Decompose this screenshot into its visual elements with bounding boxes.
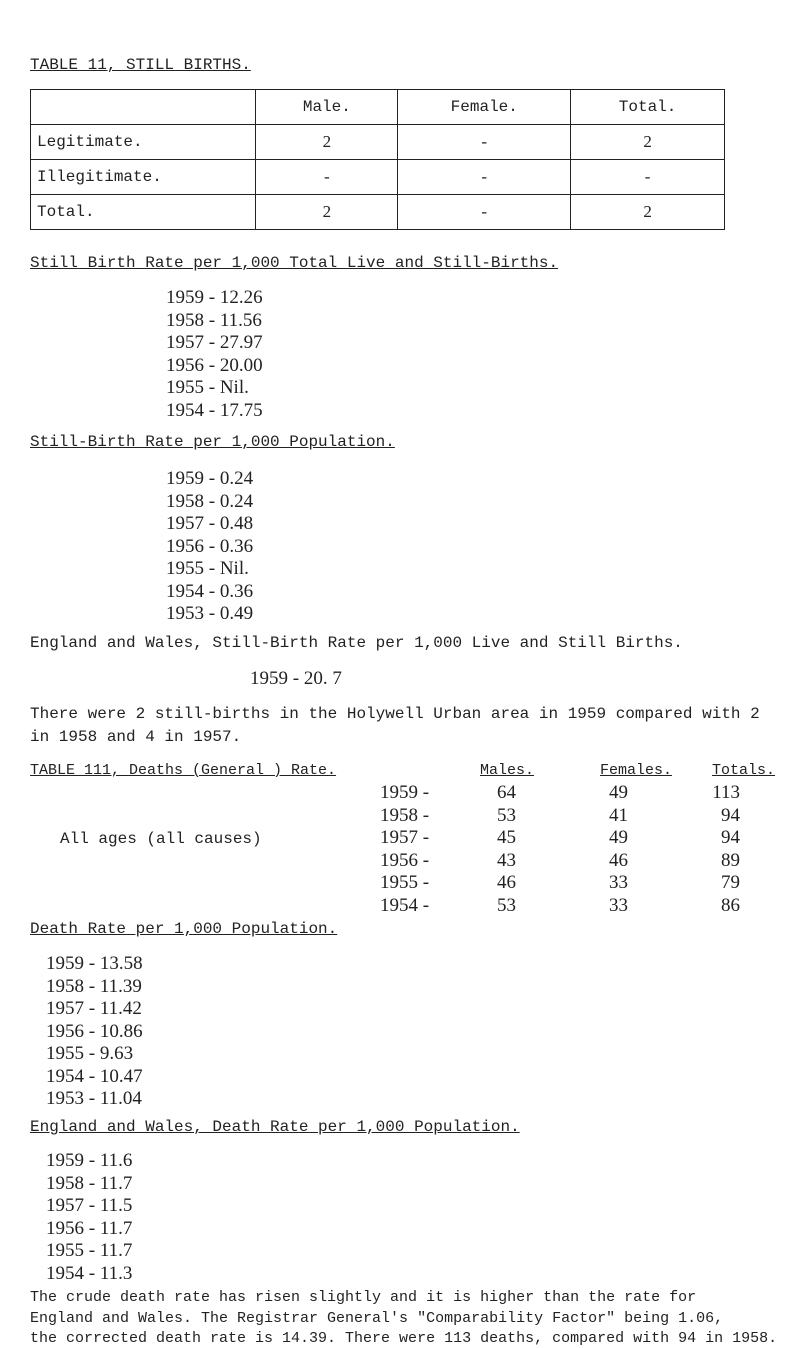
- list-item: 1956 - 0.36: [166, 535, 254, 557]
- paragraph-line: There were 2 still-births in the Holywell Urban area in 1959 compared with 2: [30, 705, 760, 723]
- list-item: 1958 - 11.56: [166, 309, 262, 331]
- stillbirths-table: [30, 89, 725, 230]
- females-cell: 33: [609, 872, 628, 893]
- list-item: 1953 - 0.49: [166, 603, 254, 624]
- cell-female: -: [398, 160, 571, 195]
- table-row: [380, 850, 740, 873]
- row-label: Total.: [31, 195, 256, 230]
- year-cell: 1957 -: [380, 827, 430, 848]
- header-females: Females.: [600, 762, 673, 779]
- header-totals: Totals.: [712, 762, 776, 779]
- list-item: 1957 - 0.48: [166, 513, 254, 534]
- death-rate-heading: Death Rate per 1,000 Population.: [30, 920, 338, 938]
- totals-cell: 94: [721, 804, 740, 826]
- list-item: 1955 - Nil.: [166, 377, 249, 398]
- england-death-heading: England and Wales, Death Rate per 1,000 Population.: [30, 1118, 520, 1136]
- deaths-table: [380, 782, 740, 917]
- stillbirth-rate-list: [166, 287, 263, 422]
- all-ages-label: All ages (all causes): [60, 830, 262, 848]
- table111-title: TABLE 111, Deaths (General ) Rate.: [30, 762, 337, 779]
- totals-cell: 94: [721, 827, 740, 848]
- table-row: [380, 872, 740, 895]
- paragraph-line: in 1958 and 4 in 1957.: [30, 728, 242, 746]
- table-row: [380, 827, 740, 850]
- list-item: 1953 - 11.04: [46, 1088, 142, 1109]
- year-cell: 1955 -: [380, 872, 430, 893]
- list-item: 1957 - 11.5: [46, 1195, 133, 1216]
- males-cell: 46: [497, 872, 516, 893]
- totals-cell: 113: [712, 782, 740, 803]
- cell-total: 2: [571, 125, 725, 160]
- list-item: 1958 - 0.24: [166, 490, 254, 512]
- stillbirth-pop-list: [166, 468, 253, 626]
- year-cell: 1956 -: [380, 849, 430, 871]
- list-item: 1955 - 11.7: [46, 1240, 133, 1261]
- death-rate-list: [46, 953, 143, 1111]
- stillbirth-rate-heading: Still Birth Rate per 1,000 Total Live and Still-Births.: [30, 254, 559, 272]
- list-item: 1959 - 13.58: [46, 953, 143, 974]
- cell-male: 2: [256, 195, 398, 230]
- england-death-list: [46, 1150, 132, 1285]
- header-cell-female: Female.: [398, 90, 571, 125]
- females-cell: 49: [609, 827, 628, 848]
- stillbirth-pop-heading: Still-Birth Rate per 1,000 Population.: [30, 433, 395, 451]
- cell-total: -: [571, 160, 725, 195]
- header-cell-total: Total.: [571, 90, 725, 125]
- males-cell: 53: [497, 804, 516, 826]
- list-item: 1957 - 27.97: [166, 332, 263, 353]
- females-cell: 46: [609, 849, 628, 871]
- males-cell: 45: [497, 827, 516, 848]
- paragraph-line: England and Wales. The Registrar General's "Comparability Factor" being 1.06,: [30, 1310, 724, 1327]
- cell-female: -: [398, 195, 571, 230]
- table-row: [31, 160, 725, 195]
- cell-total: 2: [571, 195, 725, 230]
- list-item: 1954 - 11.3: [46, 1262, 133, 1284]
- list-item: 1955 - 9.63: [46, 1043, 134, 1064]
- table11-title: TABLE 11, STILL BIRTHS.: [30, 56, 251, 74]
- header-cell-male: Male.: [256, 90, 398, 125]
- males-cell: 64: [497, 782, 516, 803]
- females-cell: 49: [609, 782, 628, 803]
- year-cell: 1958 -: [380, 804, 430, 826]
- table-header-row: [31, 90, 725, 125]
- england-stillbirth-heading: England and Wales, Still-Birth Rate per 1,000 Live and Still Births.: [30, 634, 683, 652]
- paragraph-line: the corrected death rate is 14.39. There were 113 deaths, compared with 94 in 1958.: [30, 1330, 778, 1347]
- totals-cell: 89: [721, 849, 740, 871]
- list-item: 1956 - 10.86: [46, 1020, 143, 1042]
- list-item: 1959 - 0.24: [166, 468, 254, 489]
- cell-male: -: [256, 160, 398, 195]
- paragraph-line: The crude death rate has risen slightly and it is higher than the rate for: [30, 1289, 697, 1306]
- cell-female: -: [398, 125, 571, 160]
- header-cell-blank: [31, 90, 256, 125]
- row-label: Legitimate.: [31, 125, 256, 160]
- list-item: 1956 - 20.00: [166, 354, 263, 376]
- males-cell: 43: [497, 849, 516, 871]
- year-cell: 1954 -: [380, 894, 430, 916]
- list-item: 1958 - 11.39: [46, 975, 142, 997]
- list-item: 1959 - 12.26: [166, 287, 263, 308]
- totals-cell: 86: [721, 894, 740, 916]
- totals-cell: 79: [721, 872, 740, 893]
- list-item: 1954 - 0.36: [166, 580, 254, 602]
- header-males: Males.: [480, 762, 535, 779]
- list-item: 1958 - 11.7: [46, 1172, 133, 1194]
- list-item: 1957 - 11.42: [46, 998, 142, 1019]
- list-item: 1955 - Nil.: [166, 558, 249, 579]
- females-cell: 41: [609, 804, 628, 826]
- england-stillbirth-value: 1959 - 20. 7: [250, 668, 342, 689]
- table-row: [380, 805, 740, 828]
- table-row: [31, 125, 725, 160]
- table-row: [380, 895, 740, 918]
- row-label: Illegitimate.: [31, 160, 256, 195]
- list-item: 1954 - 10.47: [46, 1065, 143, 1087]
- year-cell: 1959 -: [380, 782, 430, 803]
- list-item: 1954 - 17.75: [166, 399, 263, 421]
- males-cell: 53: [497, 894, 516, 916]
- list-item: 1956 - 11.7: [46, 1217, 133, 1239]
- cell-male: 2: [256, 125, 398, 160]
- table-row: [31, 195, 725, 230]
- table-row: [380, 782, 740, 805]
- females-cell: 33: [609, 894, 628, 916]
- list-item: 1959 - 11.6: [46, 1150, 133, 1171]
